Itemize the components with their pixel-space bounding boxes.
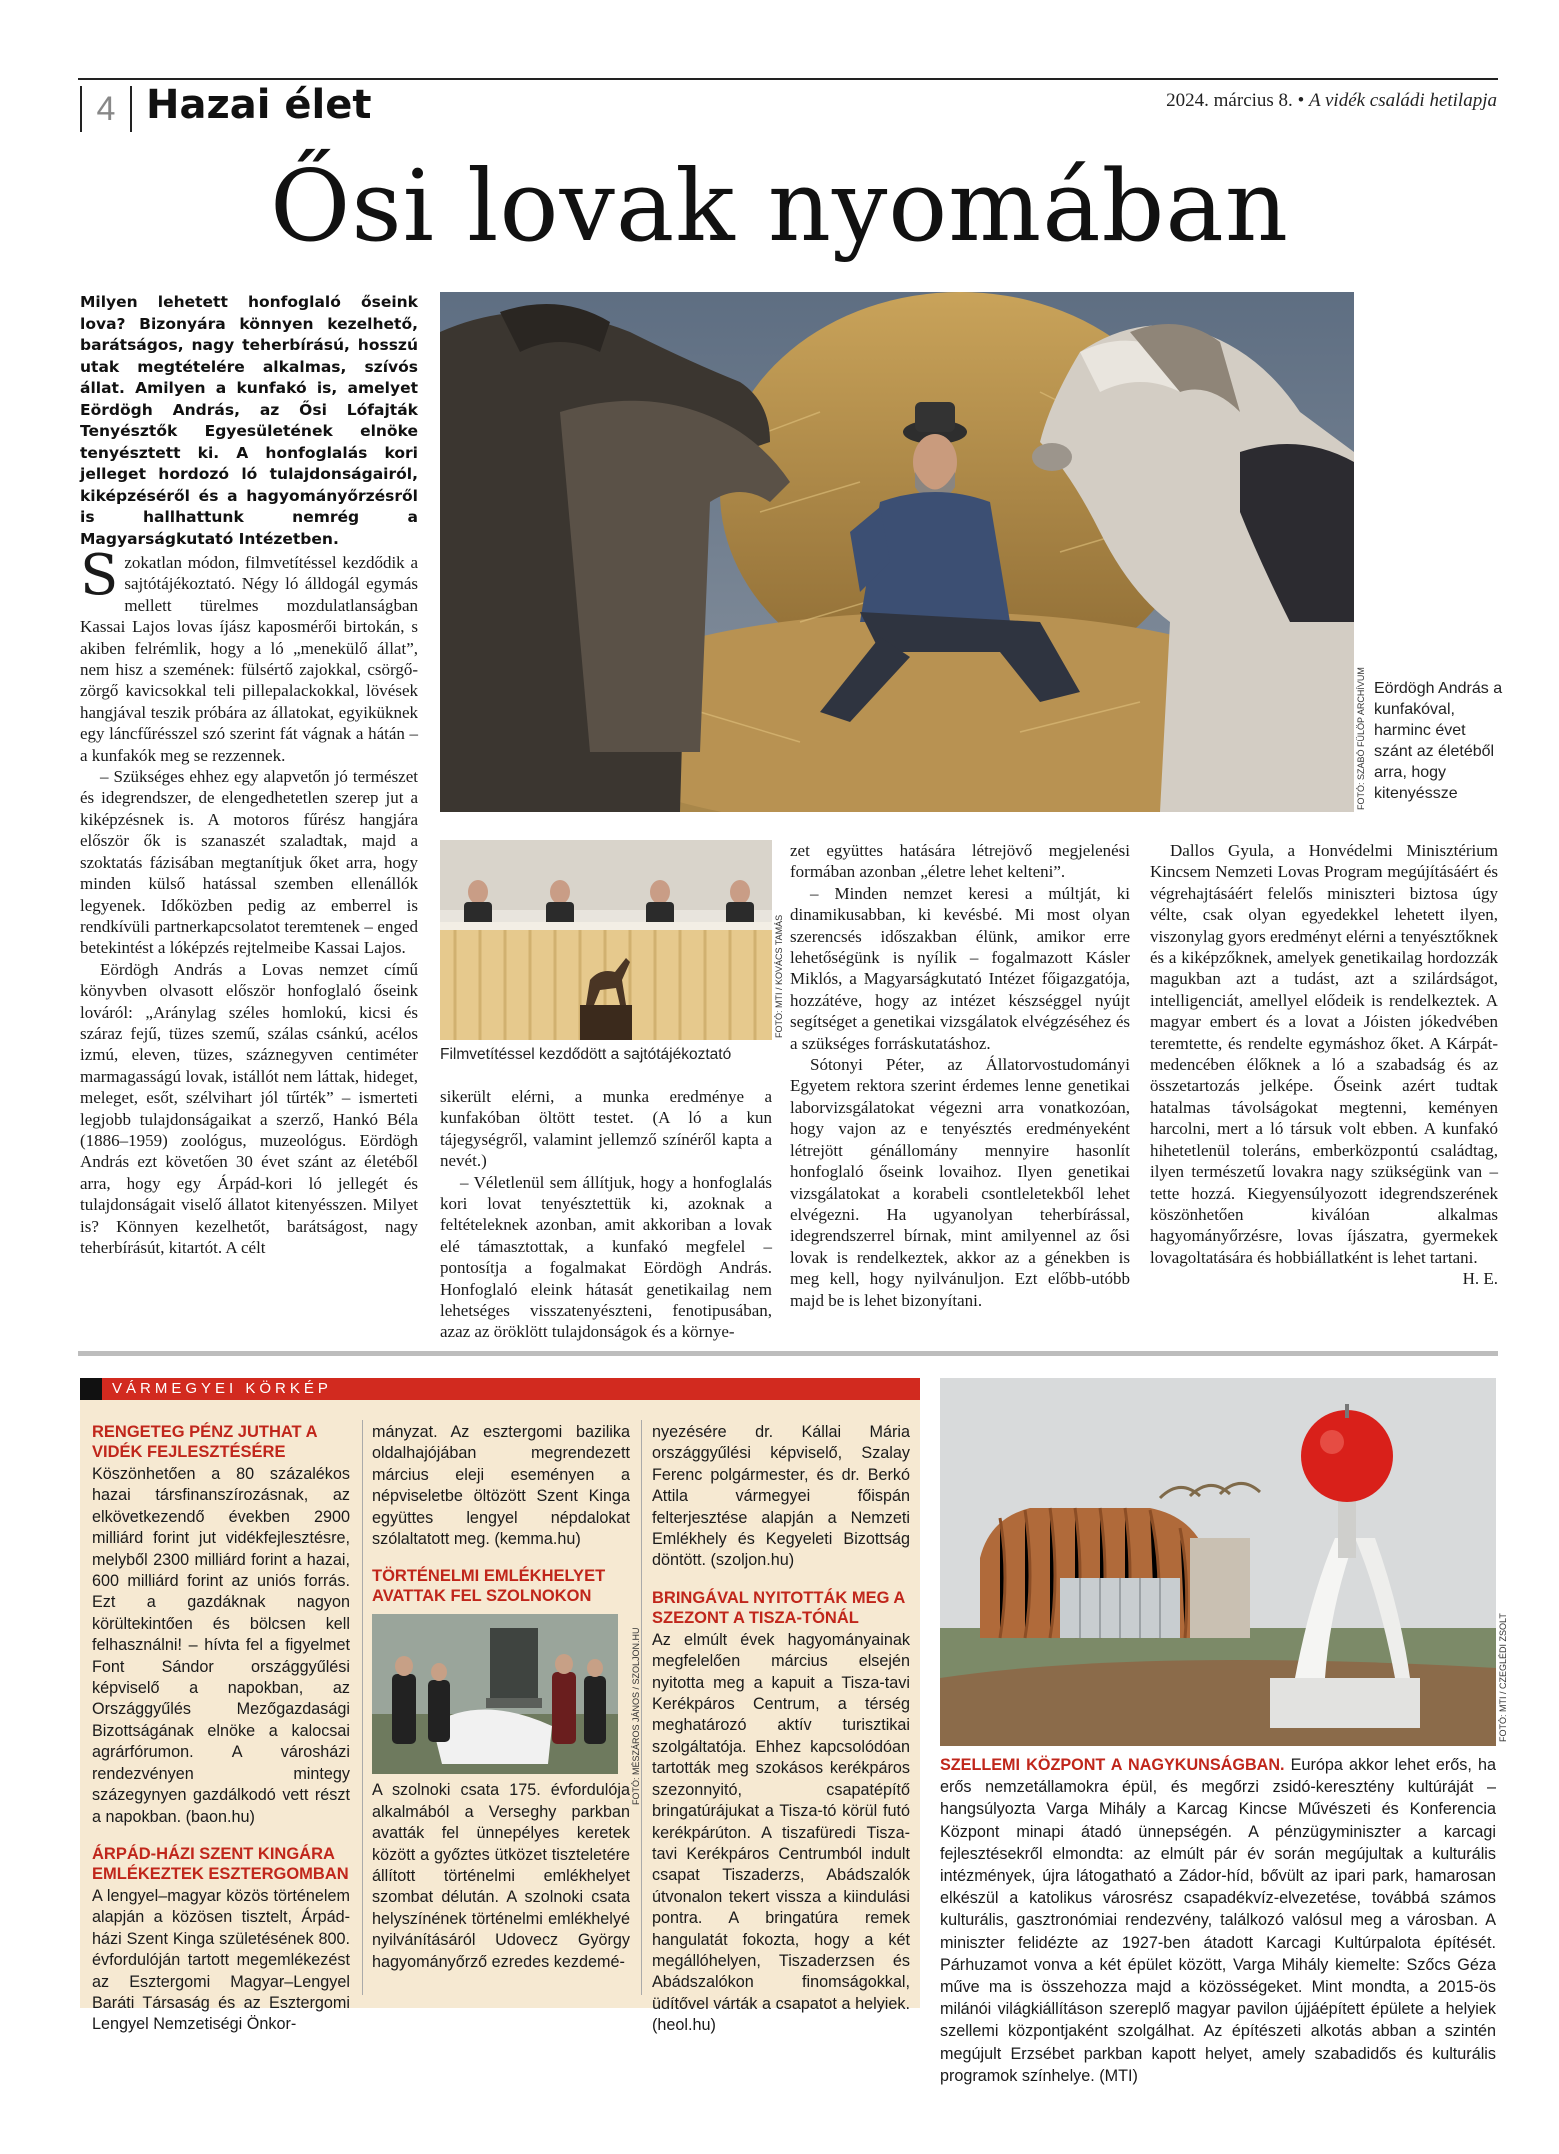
karcag-photo-credit: FOTÓ: MTI / CZEGLÉDI ZSOLT: [1498, 1613, 1508, 1742]
press-conference-illustration: [440, 840, 772, 1040]
header-rule: [78, 78, 1498, 80]
main-photo: [440, 292, 1354, 812]
photo2-credit: FOTÓ: MTI / KOVÁCS TAMÁS: [774, 914, 784, 1038]
col1-para-2: – Szükséges ehhez egy alapvetőn jó természet és idegrendszer, de elengedhetetlen szerep jut a kiképzésnek is. A motoros fűrész hangjára először ők is szanaszét szaladtak, majd a szoktatás fázisában megtanítjuk őket arra, hogy minden külső hatással szemben ellenállók legyenek. Időközben pedig az emberrel is rendkívüli partnerkapcsolatot teremtenek – enged betekintést a lóképzés rejtelmeibe Kassai Lajos.: [80, 767, 418, 958]
section-title: Hazai élet: [146, 82, 372, 128]
col2-para-2: – Véletlenül sem állítjuk, hogy a honfoglalás kori lovat tenyésztettük ki, azoknak a feltételeknek azonban, amit akkoriban a lovak elé támasztottak, a kunfakó megfelel – pontosítja a fogalmakat Eördögh András. Honfoglaló eleink hátasát genetikailag nem lehetséges visszatenyészteni, fenotipusában, azaz az öröklött tulajdonságok és a környe-: [440, 1172, 772, 1342]
col3-para-2: – Minden nemzet keresi a múltját, ki dinamikusabban, ki kevésbé. Mi most olyan szerencsés időszakban élünk, amikor erre lehetőségünk is nyílik – fogalmazott Kásler Miklós, a Magyarságkutató Intézet főigazgatója, hozzátéve, hogy az intézet készséggel nyújt segítséget a genetikai vizsgálatok elvégzéséhez és a szükséges forráskutatáshoz.: [790, 883, 1130, 1053]
press-photo: [440, 840, 772, 1040]
article-column-4: [1150, 840, 1498, 1342]
right-story-text: [940, 1754, 1496, 2085]
korkep-band-label: VÁRMEGYEI KÖRKÉP: [112, 1380, 332, 1397]
korkep-divider-2: [641, 1420, 642, 1995]
photo2-caption: Filmvetítéssel kezdődött a sajtótájékoztató: [440, 1046, 732, 1063]
korkep-story1-title: RENGETEG PÉNZ JUTHAT A VIDÉK FEJLESZTÉSÉRE: [92, 1423, 317, 1461]
section-separator: [78, 1351, 1498, 1356]
right-story-body: Európa akkor lehet erős, ha erős nemzetállamokra épül, és megőrzi zsidó-keresztény kultúráját – hangsúlyozta Varga Mihály a Karcag Kincse Művészeti és Konferencia Központ minapi átadó ünnepségén. A pénzügyminiszter a karcagi fejlesztésekről elmondta: az elmúlt pár év során megújultak a kulturális intézmények, újra látogatható a Zádor-híd, bővült az ipari park, hamarosan elkészül a katolikus városrész csapadékvíz-elvezetése, továbbá számos kulturális, gasztronómiai rendezvény, találkozó valósul meg a városban. A miniszter felidézte az 1927-ben átadott Karcagi Kultúrpalota építését. Párhuzamot vonva a két épület között, Varga Mihály kiemelte: Szőcs Géza műve ma is összehozza majd a közösségeket. Mint mondta, a 2015-ös milánói világkiállításon szereplő magyar pavilon újjáépített épülete a helyiek szellemi központjaként szolgálhat. Az építészeti alkotás abban a szintén megújult Erzsébet parkban kapott helyet, amely szabadidős és kulturális programok színhelye. (MTI): [940, 1756, 1496, 2085]
korkep-band-marker: [80, 1378, 102, 1400]
right-story-title: SZELLEMI KÖZPONT A NAGYKUNSÁGBAN.: [940, 1756, 1285, 1774]
lead-paragraph: Milyen lehetett honfoglaló őseink lova? Bizonyára könnyen kezelhető, barátságos, nagy teherbírású, hosszú utak megtételére alkalmas, szívós állat. Amilyen a kunfakó is, amelyet Eördögh András, az Ősi Lófajták Tenyésztők Egyesületének elnöke tenyésztett ki. A honfoglalás kori jelleget hordozó ló tulajdonságairól, kiképzéséről és a hagyományőrzésről is hallhattunk nemrég a Magyarságkutató Intézetben.: [80, 293, 418, 548]
korkep-story3-credit: FOTÓ: MÉSZÁROS JÁNOS / SZOLJON.HU: [631, 1627, 641, 1805]
korkep-column-3: [652, 1422, 910, 2035]
col4-para-1: [1150, 840, 1498, 1289]
korkep-column-2: [372, 1422, 630, 2002]
col4-para-1-text: Dallos Gyula, a Honvédelmi Minisztérium Kincsem Nemzeti Lovas Program megújításáért és végrehajtásáért felelős miniszteri biztosa úgy vélte, csak olyan egyedekkel lehetett ilyen, viszonylag gyors eredményt elérni a tenyésztőknek és a kiképzőknek, amelyek genetikailag hordozzák magukban azt a tudást, azt a szilárdságot, intelligenciát, amellyel elődeik is rendelkeztek. A magyar embert és a lovat a Jóisten jókedvében teremtette, és rendelte egymáshoz őket. A Kárpát-medencében élőknek a ló a szabadság és az összetartozás jelképe. Őseink azért tudtak hatalmas távolságokat megtenni, keményen harcolni, mert a ló társuk volt ebben. A kunfakó hihetetlenül toleráns, emberközpontú családtag, ilyen természetű lovakra nagy szükségünk van – tette hozzá. Kiegyensúlyozott idegrendszerének köszönhetően kiválóan alkalmas hagyományőrzésre, lovas íjászatra, gyermekek lovagoltatására és hobbiállatként is lehet tartani.: [1150, 841, 1498, 1267]
korkep-story3-text: A szolnoki csata 175. évfordulója alkalmából a Verseghy parkban avatták fel ünnepélyes keretek között a győztes ütközet tiszteletére állított történelmi emlékhelyet szombat délután. A szolnoki csata helyszínének történelmi emlékhelyé nyilvánításáról Udovecz György hagyományőrző ezredes kezdemé-: [372, 1781, 630, 1971]
photo1-caption: Eördögh András a kunfakóval, harminc évet szánt az életéből arra, hogy kitenyéssze: [1374, 680, 1503, 802]
col1-para-1: [80, 543, 418, 766]
korkep-divider-1: [362, 1420, 363, 1995]
korkep-story3-title: TÖRTÉNELMI EMLÉKHELYET AVATTAK FEL SZOLNOKON: [372, 1567, 606, 1606]
korkep-story2-cont: mányzat. Az esztergomi bazilika oldalhajójában megrendezett március eleji eseményen a népviseletbe öltözött Szent Kinga együttes lengyel népdalokat szólaltatott meg. (kemma.hu): [372, 1423, 630, 1549]
dateline: [1166, 90, 1497, 112]
korkep-story3-cont: nyezésére dr. Kállai Mária országgyűlési képviselő, Szalay Ferenc polgármester, és dr. Berkó Attila vármegyei főispán felterjesztése alapján a Nemzeti Emlékhely és Kegyeleti Bizottság döntött. (szoljon.hu): [652, 1423, 910, 1570]
korkep-story4-text: Az elmúlt évek hagyományainak megfelelően március elsején nyitotta meg a kapuit a Tisza-tavi Kerékpáros Centrum, a térség meghatározó aktív turisztikai szolgáltatója. Ehhez kapcsolódóan tartották meg szokásos kerékpáros szezonnyitó, csapatépítő bringatúrájukat a Tisza-tó körül futó kerékpárúton. A tiszafüredi Tisza-tavi Kerékpáros Centrumból indult csapat Tiszaderzs, Abádszalók útvonalon tekert vissza a kiindulási pontra. A bringatúra remek hangulatát fokozta, hogy a két megállóhelyen, Tiszaderzsen és Abádszalókon finomságokkal, üdítővel várták a csapatot a helyiek. (heol.hu): [652, 1630, 910, 2035]
col3-para-3: Sótonyi Péter, az Állatorvostudományi Egyetem rektora szerint érdemes lenne genetikai laborvizsgálatokat végezni arra vonatkozóan, hogy vajon az e tenyésztés eredményeként létrejött génállomány mennyire hasonlít honfoglaló őseink lovaihoz. Ilyen genetikai vizsgálatokat a korabeli csontleletekből lehet elvégezni. Ha ugyanolyan teherbírással, idegrendszerrel bírnak, mint amilyennel az ősi lovak is rendelkeztek, akkor az a génekben is meg kell, hogy nyilvánuljon. Ezt előbb-utóbb majd be is lehet bizonyítani.: [790, 1055, 1130, 1310]
korkep-story1-text: Köszönhetően a 80 százalékos hazai társfinanszírozásnak, az elkövetkezendő években 2900 milliárd forint jut vidékfejlesztésre, melyből 2300 milliárd forint a hazai, 600 milliárd forint az uniós forrás. Ezt a gazdáknak nagyon körültekintően és bölcsen kell felhasználni! – hívta fel a figyelmet Font Sándor országgyűlési képviselő a napokban, az Országgyűlés Mezőgazdasági Bizottságának elnöke a kalocsai agrárfórumon. A városházi rendezvényen mintegy százegynyen gazdálkodó vett részt a napokban. (baon.hu): [92, 1465, 350, 1826]
col1-para-3: Eördögh András a Lovas nemzet című könyvben olvasott először honfoglaló őseink lováról: „Aránylag széles homlokú, kicsi és száraz fejű, tüzes szemű, szálas csánkú, acélos izmú, eleven, tüzes, száznegyven centiméter marmagasságú lovak, istállót nem láttak, hideget, meleget, esőt, szélvihart jól tűrték” – ismerteti legjobb tulajdonságaikat a szerző, Hankó Béla (1886–1959) zoológus, muzeológus. Eördögh András ezt követően 30 évet szánt az életéből arra, hogy egy Árpád-kori ló jellegét és tulajdonságait viselő állatot kitenyésszen. Milyet is? Könnyen kezelhetőt, barátságost, nagy teherbírásút, kitartót. A célt: [80, 959, 418, 1257]
memorial-unveiling-illustration: [372, 1614, 618, 1774]
issue-date: 2024. március 8.: [1166, 90, 1293, 111]
headline: Ősi lovak nyomában: [270, 150, 1289, 264]
author-signature: H. E.: [1462, 1269, 1498, 1289]
col3-para-1: zet együttes hatására létrejövő megjelenési formában azonban „életre lehet kelteni”.: [790, 841, 1130, 882]
korkep-story4-title: BRINGÁVAL NYITOTTÁK MEG A SZEZONT A TISZA-TÓNÁL: [652, 1588, 905, 1627]
col1-para-1-text: zokatlan módon, filmvetítéssel kezdődik a sajtótájékoztató. Négy ló álldogál egymás mellett türelmes mozdulatlanságban Kassai Lajos lovas íjász kaposmérői birtokán, s akiben felrémlik, hogy a ló „menekülő állat”, nem hisz a szemének: fülsértő zajokkal, csörgő-zörgő kavicsokkal teli pillepalackokkal, lövések hangjával teszik próbára az állatokat, egyiküknek egy láncfűrésszel szó szerint fát vágnak a hátán – a kunfakók meg se rezzennek.: [80, 553, 418, 765]
article-column-2: [440, 1086, 772, 1342]
karcag-photo: [940, 1378, 1496, 1746]
publication-name: A vidék családi hetilapja: [1308, 90, 1497, 111]
karcag-pavilion-illustration: [940, 1378, 1496, 1746]
col2-para-1: sikerült elérni, a munka eredménye a kunfakóban öltött testet. (A ló a kun tájegységről, valamint jellemző színéről kapta a nevét.): [440, 1087, 772, 1171]
horse-hay-illustration: [440, 292, 1354, 812]
photo1-credit: FOTÓ: SZABÓ FÜLÖP ARCHÍVUM: [1356, 667, 1366, 810]
dateline-bullet: •: [1297, 90, 1305, 111]
korkep-story2-text: A lengyel–magyar közös történelem alapján a közösen tisztelt, Árpád-házi Szent Kinga születésének 800. évfordulóján tartott megemlékezést az Esztergomi Magyar–Lengyel Baráti Társaság és az Esztergomi Lengyel Nemzetiségi Önkor-: [92, 1886, 350, 2034]
drop-cap: S: [80, 543, 119, 608]
page-number: 4: [80, 86, 132, 132]
article-column-3: [790, 840, 1130, 1342]
korkep-story2-title: ÁRPÁD-HÁZI SZENT KINGÁRA EMLÉKEZTEK ESZTERGOMBAN: [92, 1844, 349, 1883]
article-column-1: [80, 543, 418, 1342]
korkep-column-1: [92, 1422, 350, 2034]
korkep-story3-photo: [372, 1614, 618, 1774]
